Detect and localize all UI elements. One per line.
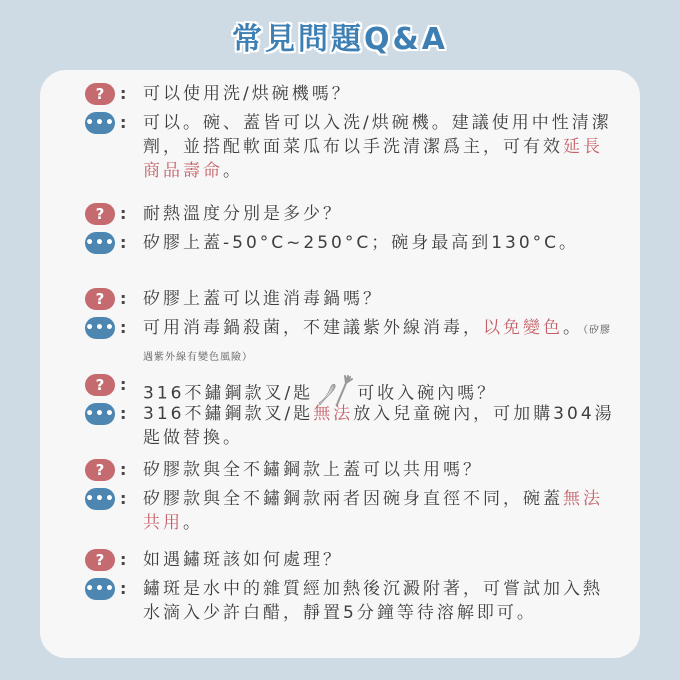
answer-text: 可用消毒鍋殺菌，不建議紫外線消毒，以免變色。（矽膠遇紫外線有變色風險） [143,318,611,363]
answer-icon: ••• [85,488,115,510]
answer-text: 鏽斑是水中的雜質經加熱後沉澱附著，可嘗試加入熱水滴入少許白醋，靜置5分鐘等待溶解即可。 [143,579,603,623]
answer-highlight: 無法 [313,404,354,424]
colon: : [120,233,127,252]
faq-card [40,70,640,658]
question-icon: ? [85,374,115,396]
question-icon: ? [85,288,115,310]
colon: : [120,84,127,103]
colon: : [120,113,127,132]
colon: : [120,404,127,423]
answer-highlight: 延長商品壽命 [143,137,603,181]
question-text: 矽膠上蓋可以進消毒鍋嗎？ [143,289,383,309]
colon: : [120,579,127,598]
question-text: 316不鏽鋼款叉/匙 可收入碗內嗎？ [143,373,615,414]
question-icon: ? [85,83,115,105]
colon: : [120,375,127,394]
colon: : [120,550,127,569]
answer-text: 矽膠上蓋-50°C~250°C；碗身最高到130°C。 [143,233,580,253]
colon: : [120,204,127,223]
answer-text: 可以。碗、蓋皆可以入洗/烘碗機。建議使用中性清潔劑，並搭配軟面菜瓜布以手洗清潔爲主，可有效延長商品壽命。 [143,113,612,181]
colon: : [120,460,127,479]
question-icon: ? [85,459,115,481]
answer-text: 316不鏽鋼款叉/匙無法放入兒童碗內，可加購304湯匙做替換。 [143,404,615,448]
answer-icon: ••• [85,403,115,425]
answer-note: （矽膠遇紫外線有變色風險） [143,325,611,363]
answer-highlight: 無法共用 [143,489,603,533]
question-text: 矽膠款與全不鏽鋼款上蓋可以共用嗎？ [143,460,483,480]
answer-icon: ••• [85,112,115,134]
question-text: 可以使用洗/烘碗機嗎？ [143,84,352,104]
question-icon: ? [85,549,115,571]
answer-icon: ••• [85,232,115,254]
answer-icon: ••• [85,317,115,339]
page-title: 常見問題Q&A [232,22,448,57]
answer-highlight: 以免變色 [483,318,563,338]
question-icon: ? [85,203,115,225]
colon: : [120,318,127,337]
colon: : [120,489,127,508]
question-text: 如遇鏽斑該如何處理？ [143,550,343,570]
answer-icon: ••• [85,578,115,600]
question-text: 耐熱溫度分別是多少？ [143,204,343,224]
colon: : [120,289,127,308]
answer-text: 矽膠款與全不鏽鋼款兩者因碗身直徑不同，碗蓋無法共用。 [143,489,603,533]
